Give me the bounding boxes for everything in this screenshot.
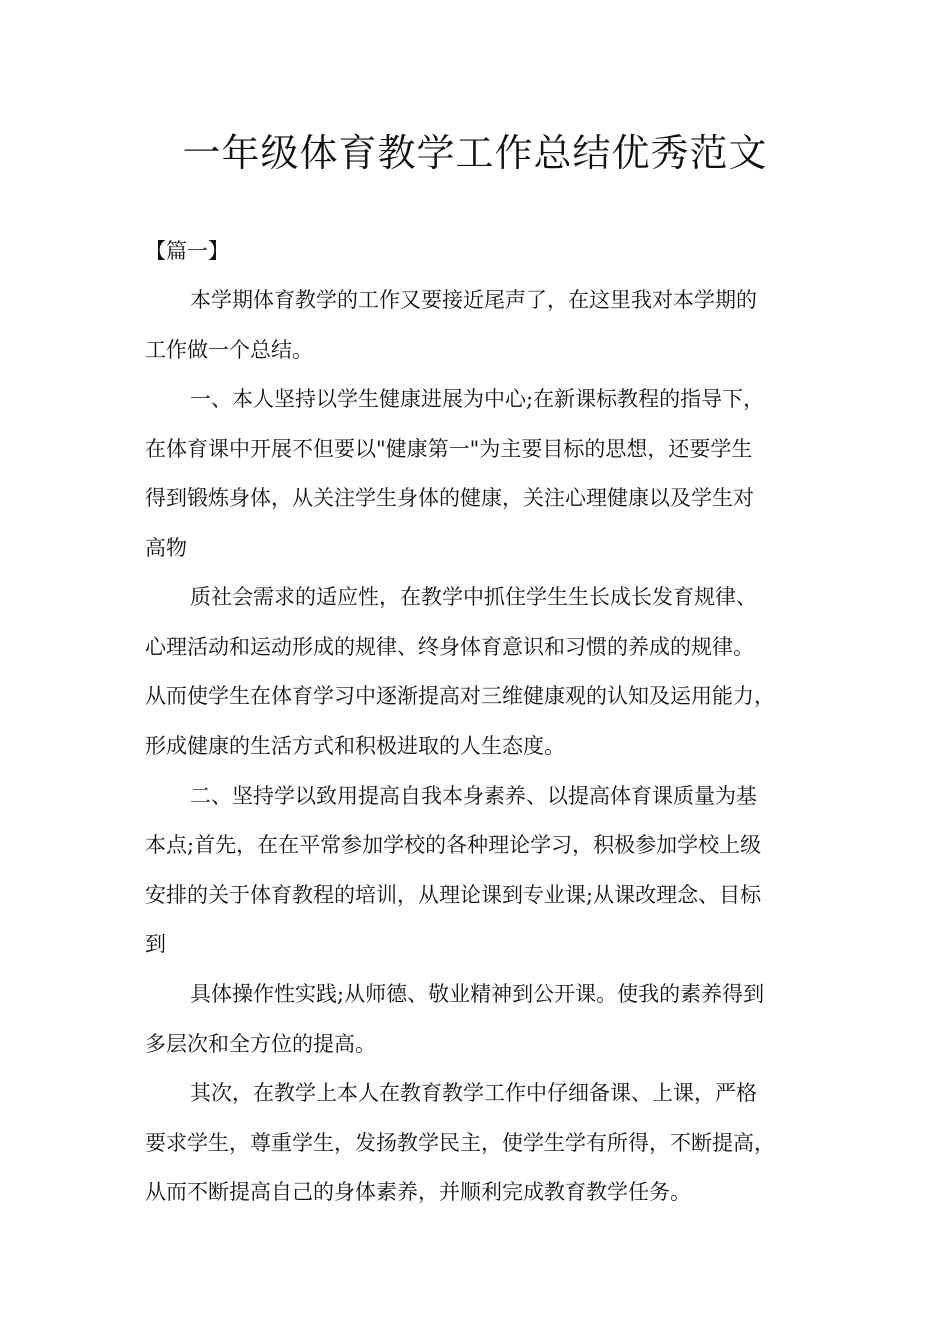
text-line: 从而不断提高自己的身体素养，并顺利完成教育教学任务。 [145,1180,691,1204]
text-line: 二、坚持学以致用提高自我本身素养、以提高体育课质量为基 [190,784,757,808]
text-line: 从而使学生在体育学习中逐渐提高对三维健康观的认知及运用能力， [145,684,775,708]
text-line: 得到锻炼身体，从关注学生身体的健康，关注心理健康以及学生对 [145,486,754,510]
text-line: 形成健康的生活方式和积极进取的人生态度。 [145,734,565,758]
text-line: 工作做一个总结。 [145,338,313,362]
text-line: 本学期体育教学的工作又要接近尾声了，在这里我对本学期的 [190,288,757,312]
page-title: 一年级体育教学工作总结优秀范文 [182,131,768,175]
text-line: 在体育课中开展不但要以"健康第一"为主要目标的思想，还要学生 [145,437,753,461]
text-line: 要求学生，尊重学生，发扬教学民主，使学生学有所得，不断提高， [145,1131,775,1155]
text-line: 高物 [145,536,187,560]
text-line: 到 [145,932,166,956]
text-line: 心理活动和运动形成的规律、终身体育意识和习惯的养成的规律。 [145,635,754,659]
text-line: 多层次和全方位的提高。 [145,1032,376,1056]
text-line: 质社会需求的适应性，在教学中抓住学生生长成长发育规律、 [190,585,757,609]
text-line: 本点;首先，在在平常参加学校的各种理论学习，积极参加学校上级 [145,833,762,857]
text-line: 安排的关于体育教程的培训，从理论课到专业课;从课改理念、目标 [145,883,762,907]
text-line: 具体操作性实践;从师德、敬业精神到公开课。使我的素养得到 [190,982,765,1006]
text-line: 其次，在教学上本人在教育教学工作中仔细备课、上课，严格 [190,1081,757,1105]
section-label: 【篇一】 [145,239,229,263]
text-line: 一、本人坚持以学生健康进展为中心;在新课标教程的指导下， [190,387,765,411]
